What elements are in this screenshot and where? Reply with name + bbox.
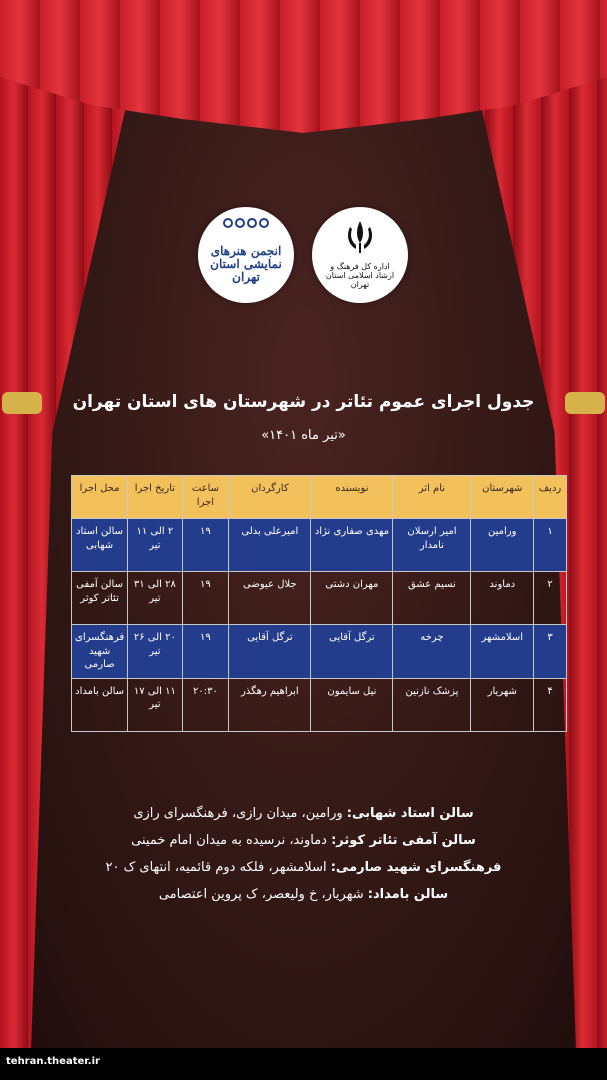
cell-director: ترگل آقایی: [229, 625, 311, 679]
cell-row-number: ۲: [534, 572, 567, 625]
venue-line: [0, 800, 607, 827]
cell-venue: سالن بامداد: [72, 678, 128, 731]
footer-brand-link[interactable]: tehran.theater.ir: [6, 1056, 100, 1067]
schedule-table: [71, 475, 567, 732]
header-play-name: نام اثر: [393, 476, 471, 519]
cell-date: ۲۸ الی ۳۱ تیر: [128, 572, 182, 625]
venue-address: اسلامشهر، فلکه دوم قائمیه، انتهای ک ۲۰: [105, 860, 327, 875]
header-director: کارگردان: [229, 476, 311, 519]
header-writer: نویسنده: [311, 476, 393, 519]
cell-writer: مهران دشتی: [311, 572, 393, 625]
cell-date: ۲۰ الی ۲۶ تیر: [128, 625, 182, 679]
footer-bar: [0, 1048, 607, 1080]
cell-play-name: نسیم عشق: [393, 572, 471, 625]
cell-city: شهریار: [471, 678, 534, 731]
venue-address: ورامین، میدان رازی، فرهنگسرای رازی: [133, 806, 343, 821]
cell-venue: سالن آمفی تئاتر کوثر: [72, 572, 128, 625]
table-row: [72, 572, 567, 625]
venue-line: [0, 881, 607, 908]
venue-name: سالن استاد شهابی:: [346, 806, 474, 821]
cell-play-name: پزشک نازنین: [393, 678, 471, 731]
venue-name: فرهنگسرای شهید صارمی:: [330, 860, 502, 875]
venue-address: دماوند، نرسیده به میدان امام خمینی: [131, 833, 327, 848]
cell-director: ابراهیم رهگذر: [229, 678, 311, 731]
header-venue: محل اجرا: [72, 476, 128, 519]
cell-city: ورامین: [471, 519, 534, 572]
cell-row-number: ۱: [534, 519, 567, 572]
cell-city: اسلامشهر: [471, 625, 534, 679]
dots-icon: [216, 217, 276, 237]
venue-address: شهریار، خ ولیعصر، ک پروین اعتصامی: [158, 887, 364, 902]
venue-name: سالن آمفی تئاتر کوثر:: [331, 833, 476, 848]
logos: [0, 207, 607, 307]
cell-play-name: امیر ارسلان نامدار: [393, 519, 471, 572]
cell-row-number: ۴: [534, 678, 567, 731]
cell-time: ۱۹: [182, 572, 229, 625]
table-header-row: [72, 476, 567, 519]
venue-addresses: [0, 800, 607, 908]
association-logo-text: انجمن هنرهای نمایشی استان تهران: [210, 244, 282, 285]
emblem-icon: [340, 217, 380, 257]
page-title: جدول اجرای عموم تئاتر در شهرستان های استان تهران: [72, 392, 535, 412]
cell-venue: سالن استاد شهابی: [72, 519, 128, 572]
header-row-number: ردیف: [534, 476, 567, 519]
cell-writer: ترگل آقایی: [311, 625, 393, 679]
cell-date: ۱۱ الی ۱۷ تیر: [128, 678, 182, 731]
table-row: [72, 625, 567, 679]
ministry-logo-text: اداره کل فرهنگ و ارشاد اسلامی استان تهران: [325, 262, 395, 289]
cell-time: ۱۹: [182, 519, 229, 572]
header-time: ساعت اجرا: [182, 476, 229, 519]
cell-writer: مهدی صفاری نژاد: [311, 519, 393, 572]
cell-city: دماوند: [471, 572, 534, 625]
header-city: شهرستان: [471, 476, 534, 519]
cell-director: جلال عیوضی: [229, 572, 311, 625]
table-row: [72, 678, 567, 731]
cell-writer: نیل سایمون: [311, 678, 393, 731]
ministry-logo: [312, 207, 408, 303]
cell-play-name: چرخه: [393, 625, 471, 679]
table-row: [72, 519, 567, 572]
cell-director: امیرعلی بدلی: [229, 519, 311, 572]
page-subtitle: «تیر ماه ۱۴۰۱»: [261, 428, 346, 443]
association-logo: [198, 207, 294, 303]
venue-line: [0, 854, 607, 881]
cell-date: ۲ الی ۱۱ تیر: [128, 519, 182, 572]
venue-name: سالن بامداد:: [367, 887, 449, 902]
cell-venue: فرهنگسرای شهید صارمی: [72, 625, 128, 679]
header-date: تاریخ اجرا: [128, 476, 182, 519]
venue-line: [0, 827, 607, 854]
cell-time: ۱۹: [182, 625, 229, 679]
cell-time: ۲۰:۳۰: [182, 678, 229, 731]
cell-row-number: ۳: [534, 625, 567, 679]
